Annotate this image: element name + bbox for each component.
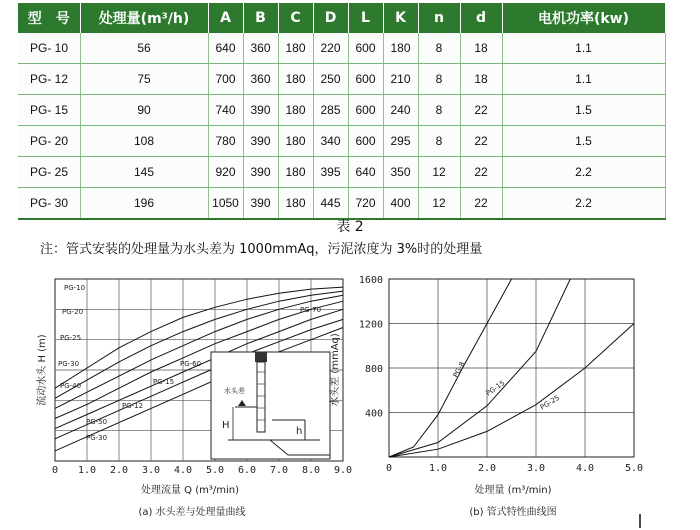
inset-label-h: h [296, 426, 303, 437]
model-cell: PG- 12 [18, 64, 80, 95]
table-cell: 180 [278, 33, 313, 64]
table-cell: 400 [383, 188, 418, 220]
table-cell: 12 [418, 157, 460, 188]
chart-b-ytick: 800 [364, 364, 383, 375]
chart-b-caption: (b) 管式特性曲线图 [469, 507, 557, 518]
chart-b-ylabel: 水头差 (mmAq) [330, 333, 341, 407]
chart-a-curve-label: PG-60 [180, 360, 202, 368]
model-cell: PG- 25 [18, 157, 80, 188]
table-cell: 920 [208, 157, 243, 188]
table-cell: 350 [383, 157, 418, 188]
inset-label-head-diff: 水头差 [224, 387, 245, 395]
header-c: C [278, 3, 313, 33]
header-a: A [208, 3, 243, 33]
table-cell: 1.1 [502, 33, 665, 64]
chart-a-xtick: 6.0 [237, 465, 257, 476]
model-cell: PG- 20 [18, 126, 80, 157]
chart-b-xlabel: 处理量 (m³/min) [474, 485, 552, 496]
chart-a-xtick: 1.0 [77, 465, 97, 476]
table-note: 注：管式安装的处理量为水头差为 1000mmAq，污泥浓度为 3%时的处理量 [40, 242, 483, 257]
table-cell: 8 [418, 33, 460, 64]
chart-a-curve-label: PG-70 [300, 306, 322, 314]
table-cell: 22 [460, 95, 502, 126]
header-b: B [243, 3, 278, 33]
chart-a-xtick: 3.0 [141, 465, 161, 476]
table-cell: 390 [243, 157, 278, 188]
table-cell: 600 [348, 33, 383, 64]
header-d: D [313, 3, 348, 33]
table-cell: 285 [313, 95, 348, 126]
table-cell: 12 [418, 188, 460, 220]
table-cell: 720 [348, 188, 383, 220]
table-cell: 740 [208, 95, 243, 126]
table-cell: 180 [383, 33, 418, 64]
chart-b-ytick: 1600 [358, 275, 383, 286]
model-cell: PG- 30 [18, 188, 80, 220]
table-cell: 1.1 [502, 64, 665, 95]
table-cell: 780 [208, 126, 243, 157]
chart-b-xtick: 2.0 [477, 463, 497, 474]
chart-a-xtick: 0 [51, 465, 59, 476]
chart-a-curve-label: PG-15 [153, 378, 175, 386]
table-cell: 22 [460, 126, 502, 157]
table-cell: 1050 [208, 188, 243, 220]
table-cell: 8 [418, 95, 460, 126]
table-caption: 表 2 [336, 219, 364, 235]
table-cell: 390 [243, 95, 278, 126]
table-cell: 1.5 [502, 95, 665, 126]
model-cell: PG- 10 [18, 33, 80, 64]
table-cell: 180 [278, 157, 313, 188]
table-cell: 220 [313, 33, 348, 64]
chart-a-curve-label: PG-12 [122, 402, 144, 410]
header-l: L [348, 3, 383, 33]
table-cell: 18 [460, 64, 502, 95]
chart-b-ytick: 1200 [358, 319, 383, 331]
chart-b-series-line [389, 324, 634, 458]
table-cell: 240 [383, 95, 418, 126]
header-model: 型 号 [18, 3, 80, 33]
chart-b-curve-label: PG-15 [484, 378, 507, 398]
chart-a-curve-label: PG-50 [86, 418, 108, 426]
table-cell: 180 [278, 188, 313, 220]
table-cell: 360 [243, 33, 278, 64]
chart-b-ytick: 400 [364, 408, 383, 420]
table-cell: 1.5 [502, 126, 665, 157]
table-cell: 180 [278, 126, 313, 157]
inset-diagram [211, 352, 330, 459]
table-cell: 8 [418, 126, 460, 157]
header-motor-power: 电机功率(kw) [502, 3, 665, 33]
table-cell: 445 [313, 188, 348, 220]
chart-b-curve-label: PG-25 [538, 393, 561, 412]
table-cell: 360 [243, 64, 278, 95]
header-n: n [418, 3, 460, 33]
chart-a [35, 279, 352, 518]
table-cell: 600 [348, 126, 383, 157]
table-cell: 600 [348, 95, 383, 126]
chart-b-xtick: 3.0 [526, 463, 546, 474]
chart-a-caption: (a) 水头差与处理量曲线 [138, 507, 246, 518]
table-cell: 196 [80, 188, 208, 220]
table-cell: 75 [80, 64, 208, 95]
table-cell: 390 [243, 188, 278, 220]
chart-a-xlabel: 处理流量 Q (m³/min) [140, 485, 240, 496]
header-d-small: d [460, 3, 502, 33]
chart-b [328, 275, 643, 518]
table-cell: 22 [460, 188, 502, 220]
chart-a-curve-label: PG-25 [60, 334, 82, 342]
table-cell: 700 [208, 64, 243, 95]
chart-a-xtick: 4.0 [173, 465, 193, 476]
table-cell: 108 [80, 126, 208, 157]
chart-a-curve-label: PG-10 [64, 284, 86, 292]
table-cell: 180 [278, 64, 313, 95]
table-cell: 22 [460, 157, 502, 188]
table-cell: 395 [313, 157, 348, 188]
chart-a-xtick: 2.0 [109, 465, 129, 476]
inset-label-H: H [222, 420, 230, 431]
chart-b-curve-label: PG-8 [451, 360, 467, 379]
table-cell: 250 [313, 64, 348, 95]
header-capacity: 处理量(m³/h) [80, 3, 208, 33]
table-cell: 56 [80, 33, 208, 64]
table-cell: 295 [383, 126, 418, 157]
table-cell: 145 [80, 157, 208, 188]
table-cell: 390 [243, 126, 278, 157]
chart-a-xtick: 7.0 [269, 465, 289, 476]
table-cell: 640 [348, 157, 383, 188]
model-cell: PG- 15 [18, 95, 80, 126]
table-cell: 2.2 [502, 188, 665, 220]
table-cell: 18 [460, 33, 502, 64]
chart-a-xtick: 8.0 [301, 465, 321, 476]
chart-a-curve-label: PG-30 [86, 434, 108, 442]
chart-a-curve-label: PG-20 [62, 308, 84, 316]
table-cell: 640 [208, 33, 243, 64]
chart-b-xtick: 4.0 [575, 463, 595, 474]
table-cell: 340 [313, 126, 348, 157]
table-cell: 600 [348, 64, 383, 95]
chart-b-xtick: 0 [385, 463, 393, 474]
chart-a-curve-label: PG-30 [58, 360, 80, 368]
table-cell: 180 [278, 95, 313, 126]
table-cell: 90 [80, 95, 208, 126]
header-k: K [383, 3, 418, 33]
chart-b-xtick: 1.0 [428, 463, 448, 474]
chart-a-xtick: 5.0 [205, 465, 225, 476]
table-cell: 8 [418, 64, 460, 95]
chart-b-xtick: 5.0 [624, 463, 644, 474]
table-cell: 210 [383, 64, 418, 95]
chart-a-curve-label: PG-40 [60, 382, 82, 390]
chart-a-ylabel: 流动水头 H (m) [37, 334, 48, 406]
table-cell: 2.2 [502, 157, 665, 188]
chart-a-xtick: 9.0 [333, 465, 353, 476]
